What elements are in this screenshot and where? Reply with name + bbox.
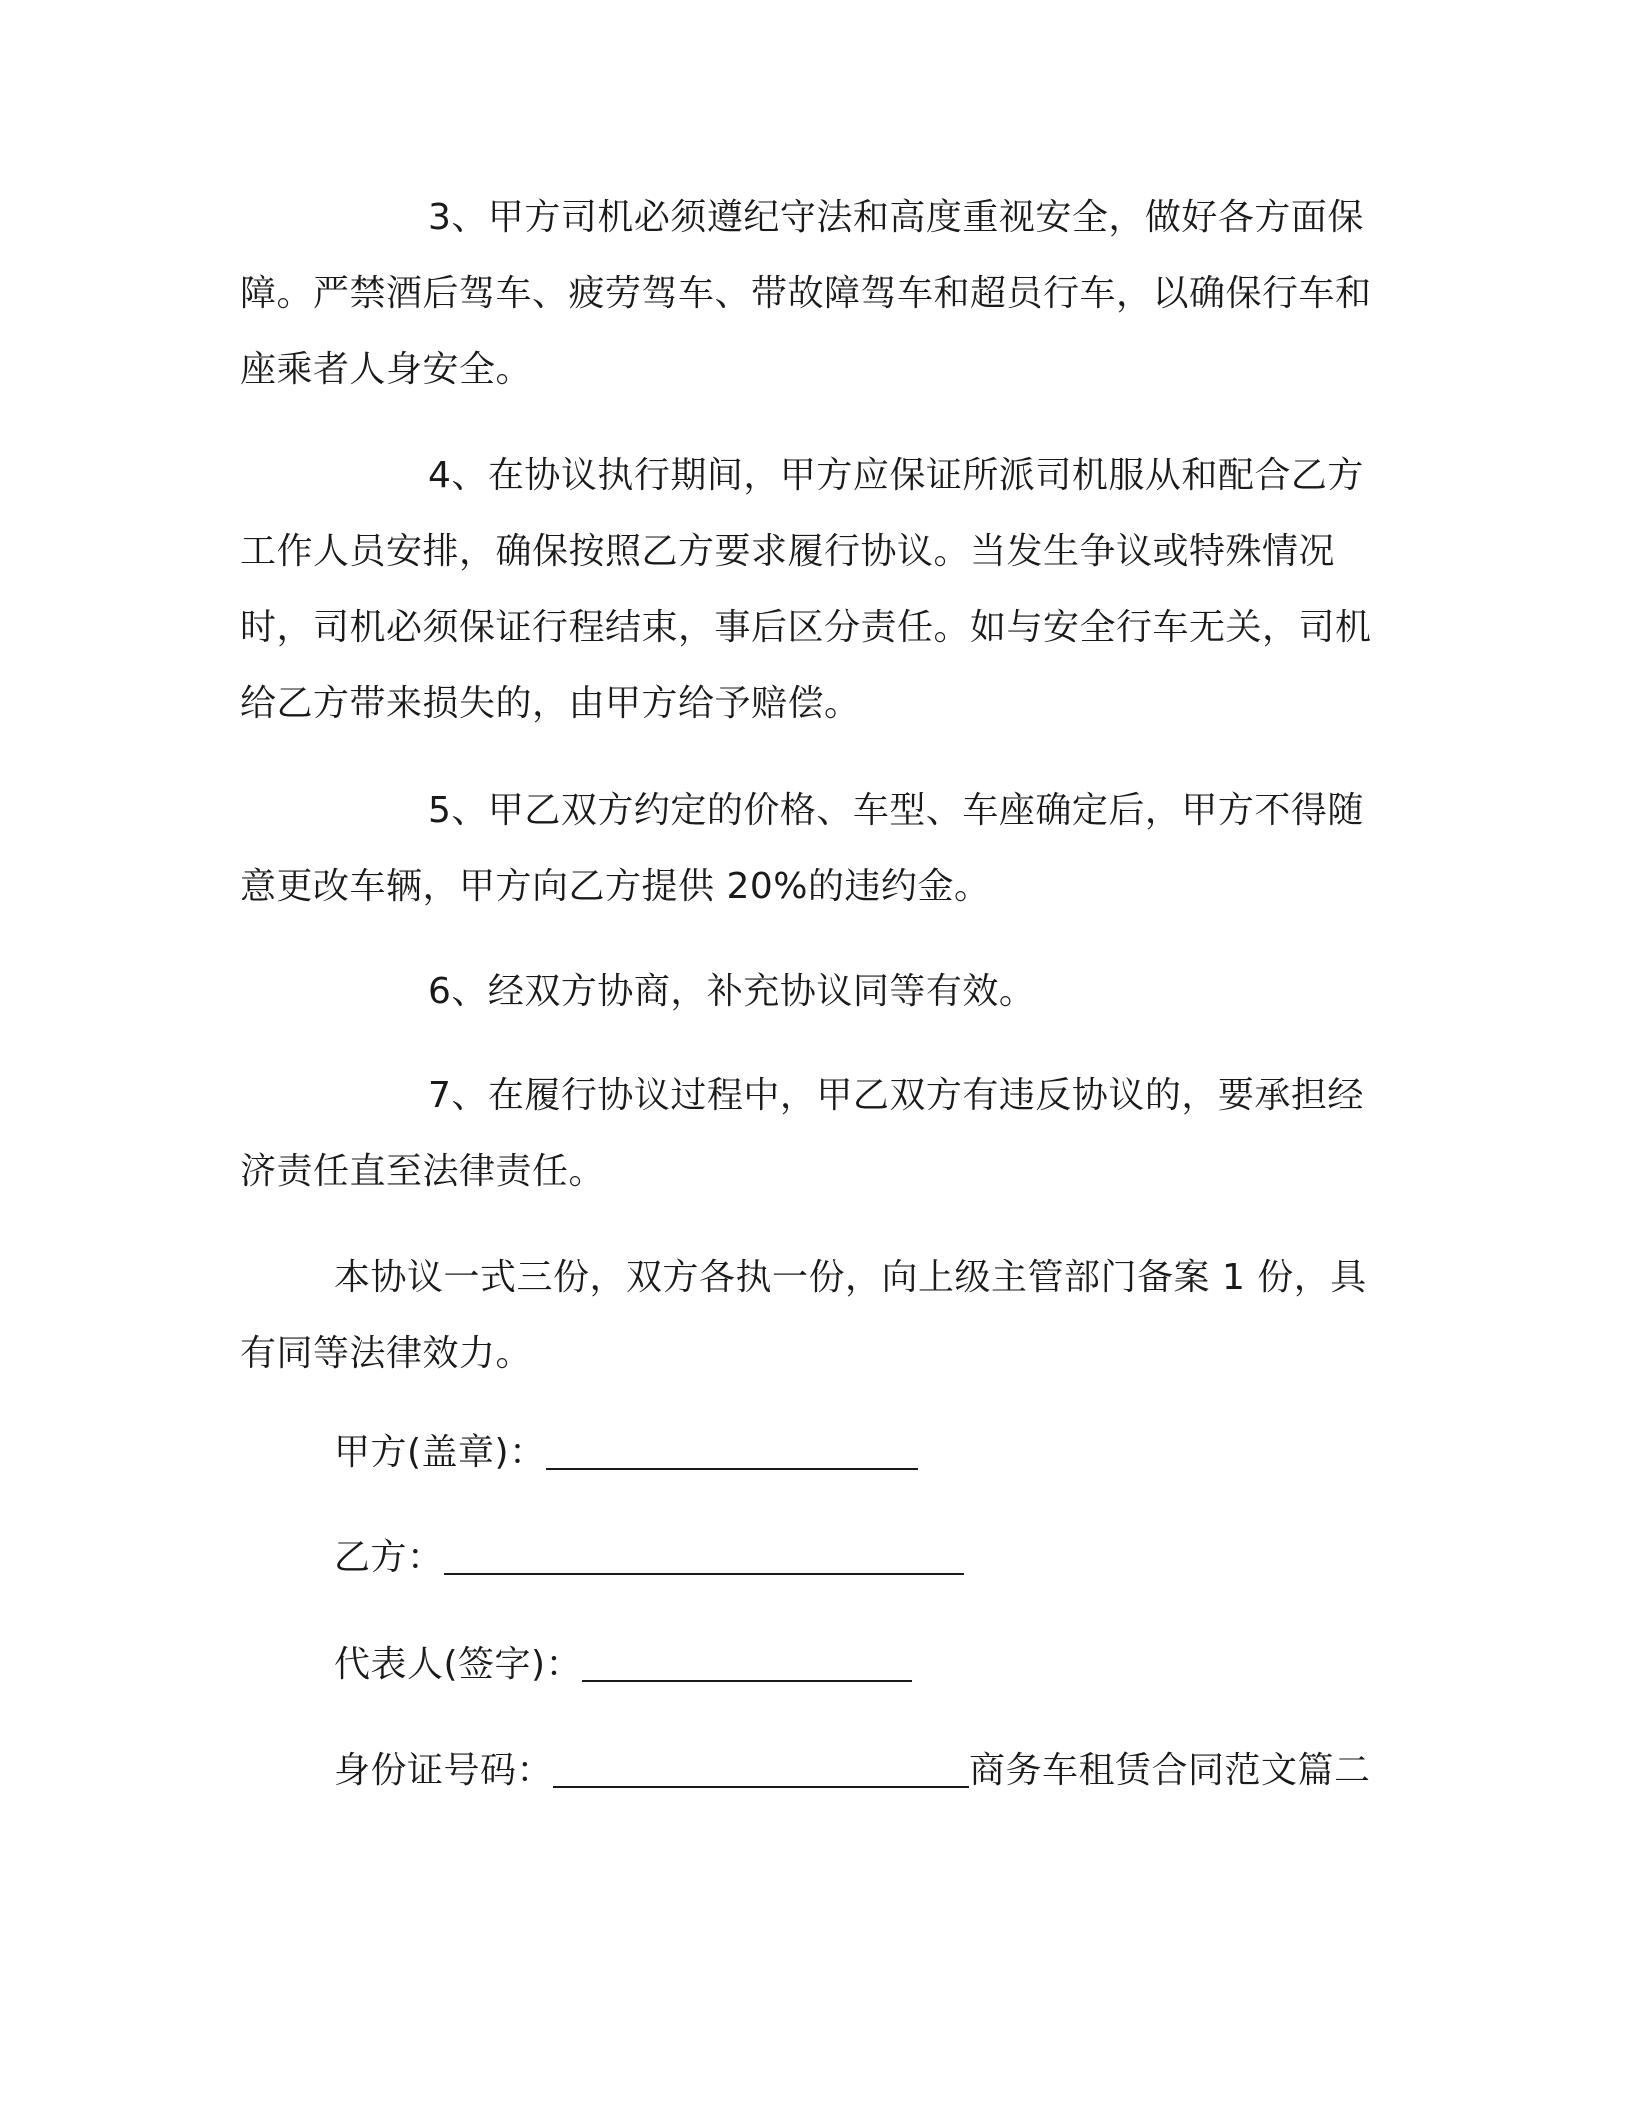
copies-clause [240,1240,1380,1392]
party-a-blank [546,1430,918,1470]
party-b-label: 乙方： [334,1537,444,1578]
party-a-label: 甲方(盖章)： [334,1432,546,1473]
id-number-blank [553,1748,969,1788]
next-section-title: 商务车租赁合同范文篇二 [969,1750,1371,1791]
clause-6 [240,954,1380,1030]
party-b-signature-line [334,1530,964,1586]
party-b-blank [444,1535,964,1575]
clause-number: 6、 [428,971,488,1012]
representative-signature-line [334,1637,912,1693]
clause-4 [240,438,1380,742]
clause-text: 甲乙双方约定的价格、车型、车座确定后，甲方不得随意更改车辆，甲方向乙方提供 20%的违约金。 [240,790,1364,907]
clause-5 [240,773,1380,925]
clause-number: 3、 [428,197,488,238]
clause-number: 5、 [428,790,488,831]
clause-text: 经双方协商，补充协议同等有效。 [487,971,1036,1012]
representative-blank [582,1642,912,1682]
party-a-signature-line [334,1425,918,1481]
representative-label: 代表人(签字)： [334,1644,583,1685]
clause-text: 在协议执行期间，甲方应保证所派司机服从和配合乙方工作人员安排，确保按照乙方要求履行协议。当发生争议或特殊情况时，司机必须保证行程结束，事后区分责任。如与安全行车无关，司机给乙方带来损失的，由甲方给予赔偿。 [240,455,1372,724]
clause-text: 甲方司机必须遵纪守法和高度重视安全，做好各方面保障。严禁酒后驾车、疲劳驾车、带故障驾车和超员行车，以确保行车和座乘者人身安全。 [240,197,1372,390]
clause-text: 在履行协议过程中，甲乙双方有违反协议的，要承担经济责任直至法律责任。 [240,1075,1364,1192]
id-number-label: 身份证号码： [334,1750,554,1791]
id-number-line [334,1743,1371,1799]
clause-number: 7、 [428,1075,488,1116]
clause-3 [240,180,1380,408]
clause-number: 4、 [428,455,488,496]
clause-text: 本协议一式三份，双方各执一份，向上级主管部门备案 1 份，具有同等法律效力。 [240,1257,1367,1374]
clause-7 [240,1058,1380,1210]
